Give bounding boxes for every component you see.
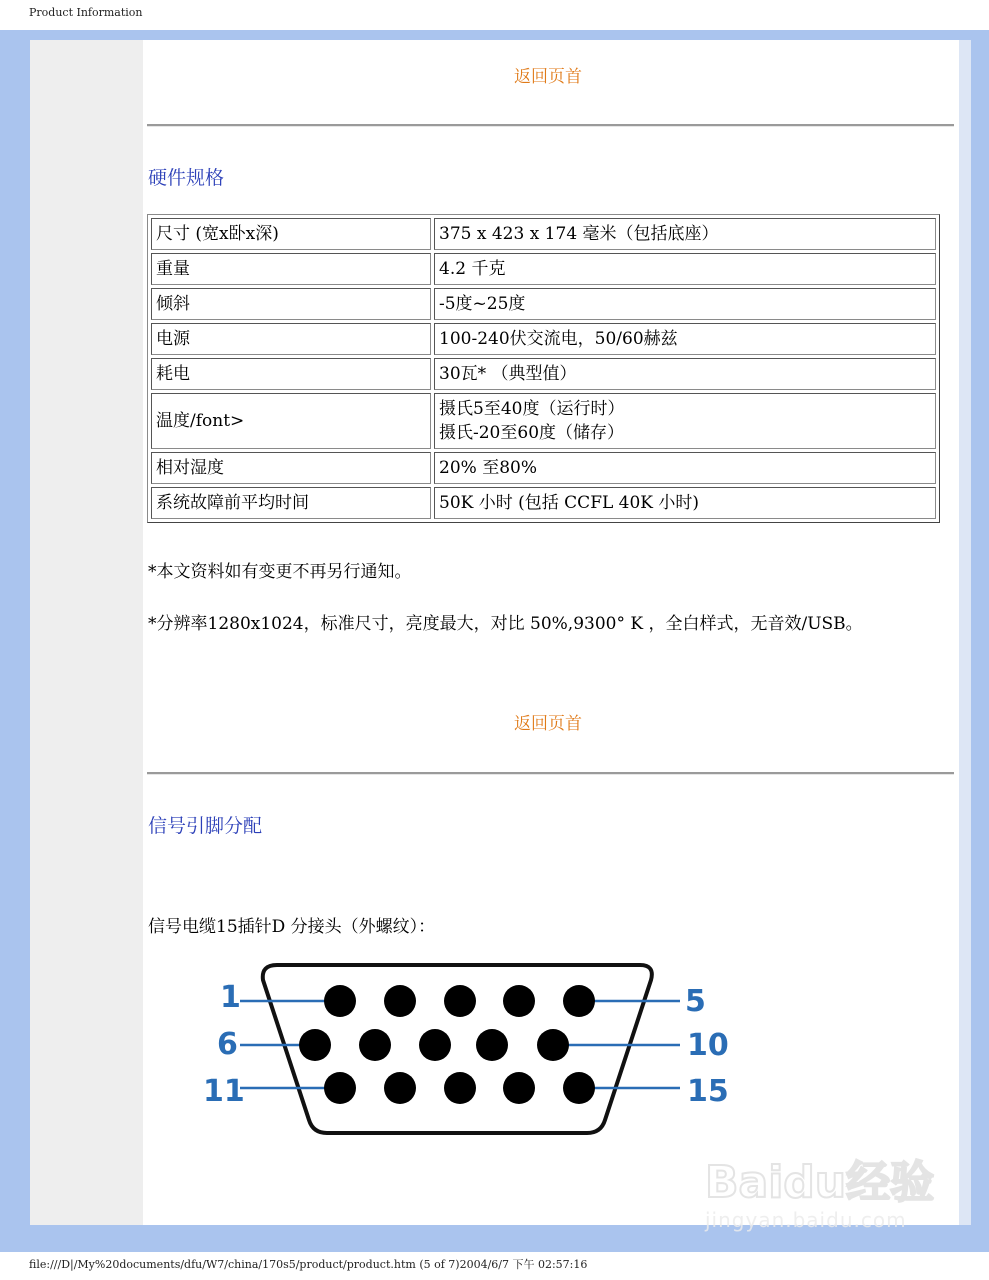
spec-label: 系统故障前平均时间: [151, 487, 431, 519]
spec-table: [147, 214, 940, 523]
pin-9: [476, 1029, 508, 1061]
page-header-title: Product Information: [29, 6, 143, 19]
pin-label-5: 5: [685, 984, 706, 1019]
spec-value: 4.2 千克: [434, 253, 936, 285]
pin-4: [503, 985, 535, 1017]
spec-label: 倾斜: [151, 288, 431, 320]
spec-value: 50K 小时 (包括 CCFL 40K 小时): [434, 487, 936, 519]
left-sidebar: [30, 40, 143, 1225]
page-footer-path: file:///D|/My%20documents/dfu/W7/china/170s5/product/product.htm (5 of 7)2004/6/7 下午 02:57:16: [29, 1258, 588, 1271]
table-row: [151, 358, 936, 390]
spec-value: [434, 393, 936, 449]
pin-12: [384, 1072, 416, 1104]
table-row: [151, 323, 936, 355]
spec-label: 电源: [151, 323, 431, 355]
divider: [147, 772, 954, 775]
table-row: [151, 487, 936, 519]
back-to-top-link[interactable]: 返回页首: [514, 67, 582, 87]
watermark-brand: Baidu经验: [705, 1157, 935, 1208]
table-row: [151, 452, 936, 484]
connector-caption: 信号电缆15插针D 分接头（外螺纹）：: [148, 917, 436, 937]
watermark-url: jingyan.baidu.com: [705, 1208, 907, 1232]
spec-label: 耗电: [151, 358, 431, 390]
note-text: *本文资料如有变更不再另行通知。: [148, 562, 412, 582]
table-row: [151, 393, 936, 449]
pin-14: [503, 1072, 535, 1104]
spec-value: 30瓦* （典型值）: [434, 358, 936, 390]
pin-5: [563, 985, 595, 1017]
pin-15: [563, 1072, 595, 1104]
pin-2: [384, 985, 416, 1017]
pin-label-1: 1: [220, 980, 241, 1015]
pin-8: [419, 1029, 451, 1061]
spec-label: 尺寸 (宽x卧x深): [151, 218, 431, 250]
table-row: [151, 218, 936, 250]
pin-1: [324, 985, 356, 1017]
divider: [147, 124, 954, 127]
pin-10: [537, 1029, 569, 1061]
pin-3: [444, 985, 476, 1017]
pin-label-6: 6: [217, 1027, 238, 1062]
d-sub-connector-diagram: [195, 955, 735, 1140]
spec-label: 温度/font>: [151, 393, 431, 449]
back-to-top-link[interactable]: 返回页首: [514, 714, 582, 734]
section-title-pin: 信号引脚分配: [148, 815, 263, 837]
spec-value: 20% 至80%: [434, 452, 936, 484]
spec-label: 相对湿度: [151, 452, 431, 484]
pin-label-15: 15: [687, 1074, 729, 1109]
pin-label-10: 10: [687, 1028, 729, 1063]
note-text: *分辨率1280x1024，标准尺寸，亮度最大，对比 50%,9300° K ，全白样式，无音效/USB。: [148, 614, 863, 634]
spec-value-line: 摄氏5至40度（运行时）: [439, 399, 625, 419]
spec-value: -5度~25度: [434, 288, 936, 320]
section-title-hardware: 硬件规格: [148, 167, 225, 189]
spec-value-line: 摄氏-20至60度（储存）: [439, 423, 625, 443]
spec-label: 重量: [151, 253, 431, 285]
pin-13: [444, 1072, 476, 1104]
spec-value: 100-240伏交流电，50/60赫兹: [434, 323, 936, 355]
spec-value: 375 x 423 x 174 毫米（包括底座）: [434, 218, 936, 250]
pin-6: [299, 1029, 331, 1061]
pin-label-11: 11: [203, 1074, 245, 1109]
table-row: [151, 288, 936, 320]
pin-7: [359, 1029, 391, 1061]
right-strip: [959, 40, 971, 1225]
pin-11: [324, 1072, 356, 1104]
table-row: [151, 253, 936, 285]
